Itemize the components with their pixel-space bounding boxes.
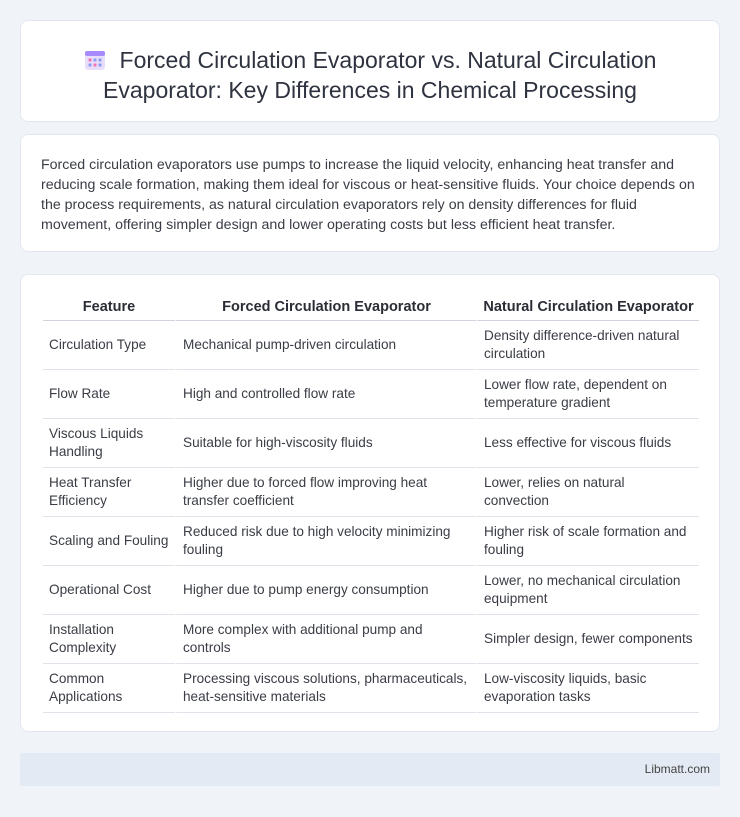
comparison-table bbox=[43, 293, 699, 713]
table-row bbox=[43, 321, 699, 370]
page-title bbox=[21, 21, 719, 105]
title-card bbox=[20, 20, 720, 122]
feature-cell: Flow Rate bbox=[43, 370, 175, 419]
table-row bbox=[43, 664, 699, 713]
footer bbox=[20, 753, 720, 786]
natural-cell: Low-viscosity liquids, basic evaporation tasks bbox=[476, 664, 699, 713]
natural-cell: Higher risk of scale formation and fouling bbox=[476, 517, 699, 566]
feature-cell: Heat Transfer Efficiency bbox=[43, 468, 175, 517]
feature-cell: Operational Cost bbox=[43, 566, 175, 615]
forced-cell: High and controlled flow rate bbox=[175, 370, 476, 419]
natural-cell: Lower, no mechanical circulation equipment bbox=[476, 566, 699, 615]
table-row bbox=[43, 566, 699, 615]
table-row bbox=[43, 468, 699, 517]
intro-paragraph: Forced circulation evaporators use pumps to increase the liquid velocity, enhancing heat transfer and reducing scale formation, making them ideal for viscous or heat-sensitive fluids. Your choice depends on the process requirements, as natural circulation evaporators rely on density differences for fluid movement, offering simpler design and lower operating costs but less efficient heat transfer. bbox=[41, 157, 695, 233]
forced-cell: Processing viscous solutions, pharmaceuticals, heat-sensitive materials bbox=[175, 664, 476, 713]
table-row bbox=[43, 370, 699, 419]
page-title-text: Forced Circulation Evaporator vs. Natural Circulation Evaporator: Key Differences in Chemical Processing bbox=[103, 47, 657, 103]
feature-cell: Scaling and Fouling bbox=[43, 517, 175, 566]
natural-cell: Lower flow rate, dependent on temperature gradient bbox=[476, 370, 699, 419]
header-natural: Natural Circulation Evaporator bbox=[476, 293, 699, 321]
table-row bbox=[43, 419, 699, 468]
feature-cell: Common Applications bbox=[43, 664, 175, 713]
forced-cell: Higher due to pump energy consumption bbox=[175, 566, 476, 615]
header-forced: Forced Circulation Evaporator bbox=[175, 293, 476, 321]
header-feature: Feature bbox=[43, 293, 175, 321]
table-row bbox=[43, 517, 699, 566]
calendar-grid-icon bbox=[84, 49, 106, 71]
natural-cell: Less effective for viscous fluids bbox=[476, 419, 699, 468]
feature-cell: Viscous Liquids Handling bbox=[43, 419, 175, 468]
forced-cell: Mechanical pump-driven circulation bbox=[175, 321, 476, 370]
table-header-row bbox=[43, 293, 699, 321]
forced-cell: Suitable for high-viscosity fluids bbox=[175, 419, 476, 468]
forced-cell: More complex with additional pump and controls bbox=[175, 615, 476, 664]
natural-cell: Lower, relies on natural convection bbox=[476, 468, 699, 517]
intro-card bbox=[20, 134, 720, 252]
forced-cell: Higher due to forced flow improving heat transfer coefficient bbox=[175, 468, 476, 517]
feature-cell: Circulation Type bbox=[43, 321, 175, 370]
feature-cell: Installation Complexity bbox=[43, 615, 175, 664]
footer-brand-link[interactable]: Libmatt.com bbox=[644, 762, 710, 776]
natural-cell: Simpler design, fewer components bbox=[476, 615, 699, 664]
table-row bbox=[43, 615, 699, 664]
natural-cell: Density difference-driven natural circulation bbox=[476, 321, 699, 370]
comparison-table-card bbox=[20, 274, 720, 732]
forced-cell: Reduced risk due to high velocity minimizing fouling bbox=[175, 517, 476, 566]
